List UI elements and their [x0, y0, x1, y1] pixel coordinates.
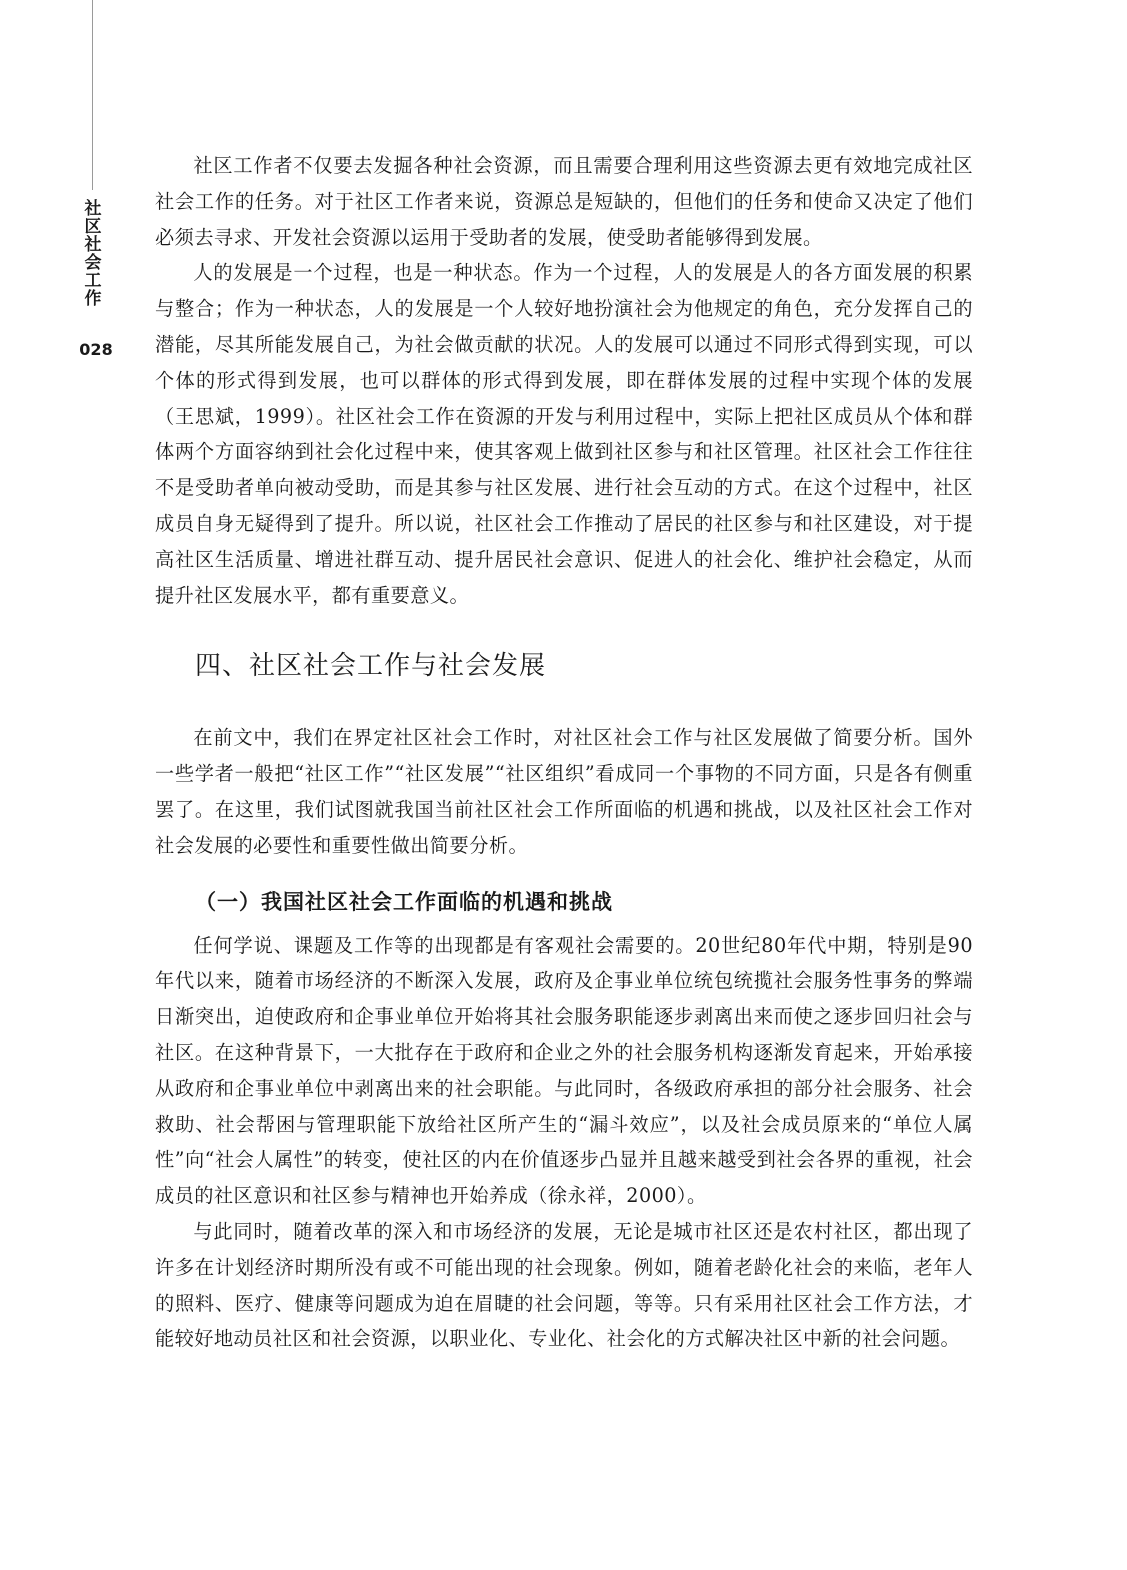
running-head-char: 社 — [84, 235, 102, 255]
running-head-char: 社 — [84, 199, 102, 219]
running-head-char: 作 — [84, 289, 102, 309]
running-head-char: 工 — [84, 271, 102, 291]
running-head-char: 会 — [84, 253, 102, 273]
margin-rule — [92, 0, 93, 190]
running-head — [80, 200, 106, 308]
body-paragraph: 任何学说、课题及工作等的出现都是有客观社会需要的。20世纪80年代中期，特别是90年代以来，随着市场经济的不断深入发展，政府及企事业单位统包统揽社会服务性事务的弊端日渐突出，迫使政府和企事业单位开始将其社会服务职能逐步剥离出来而使之逐步回归社会与社区。在这种背景下，一大批存在于政府和企业之外的社会服务机构逐渐发育起来，开始承接从政府和企事业单位中剥离出来的社会职能。与此同时，各级政府承担的部分社会服务、社会救助、社会帮困与管理职能下放给社区所产生的“漏斗效应”，以及社会成员原来的“单位人属性”向“社会人属性”的转变，使社区的内在价值逐步凸显并且越来越受到社会各界的重视，社会成员的社区意识和社区参与精神也开始养成（徐永祥，2000）。 — [155, 933, 973, 1208]
page-number: 028 — [79, 340, 113, 359]
subsection-heading: （一）我国社区社会工作面临的机遇和挑战 — [195, 889, 613, 914]
body-paragraph: 社区工作者不仅要去发掘各种社会资源，而且需要合理利用这些资源去更有效地完成社区社会工作的任务。对于社区工作者来说，资源总是短缺的，但他们的任务和使命又决定了他们必须去寻求、开发社会资源以运用于受助者的发展，使受助者能够得到发展。 — [155, 154, 973, 249]
running-head-char: 区 — [84, 217, 102, 237]
body-paragraph: 与此同时，随着改革的深入和市场经济的发展，无论是城市社区还是农村社区，都出现了许多在计划经济时期所没有或不可能出现的社会现象。例如，随着老龄化社会的来临，老年人的照料、医疗、健康等问题成为迫在眉睫的社会问题，等等。只有采用社区社会工作方法，才能较好地动员社区和社会资源，以职业化、专业化、社会化的方式解决社区中新的社会问题。 — [155, 1219, 973, 1351]
body-paragraph: 人的发展是一个过程，也是一种状态。作为一个过程，人的发展是人的各方面发展的积累与整合；作为一种状态，人的发展是一个人较好地扮演社会为他规定的角色，充分发挥自己的潜能，尽其所能发展自己，为社会做贡献的状况。人的发展可以通过不同形式得到实现，可以个体的形式得到发展，也可以群体的形式得到发展，即在群体发展的过程中实现个体的发展（王思斌，1999）。社区社会工作在资源的开发与利用过程中，实际上把社区成员从个体和群体两个方面容纳到社会化过程中来，使其客观上做到社区参与和社区管理。社区社会工作往往不是受助者单向被动受助，而是其参与社区发展、进行社会互动的方式。在这个过程中，社区成员自身无疑得到了提升。所以说，社区社会工作推动了居民的社区参与和社区建设，对于提高社区生活质量、增进社群互动、提升居民社会意识、促进人的社会化、维护社会稳定，从而提升社区发展水平，都有重要意义。 — [155, 261, 973, 607]
section-heading: 四、社区社会工作与社会发展 — [195, 651, 547, 682]
page-body — [155, 148, 973, 1357]
body-paragraph: 在前文中，我们在界定社区社会工作时，对社区社会工作与社区发展做了简要分析。国外一些学者一般把“社区工作”“社区发展”“社区组织”看成同一个事物的不同方面，只是各有侧重罢了。在这里，我们试图就我国当前社区社会工作所面临的机遇和挑战，以及社区社会工作对社会发展的必要性和重要性做出简要分析。 — [155, 726, 973, 857]
